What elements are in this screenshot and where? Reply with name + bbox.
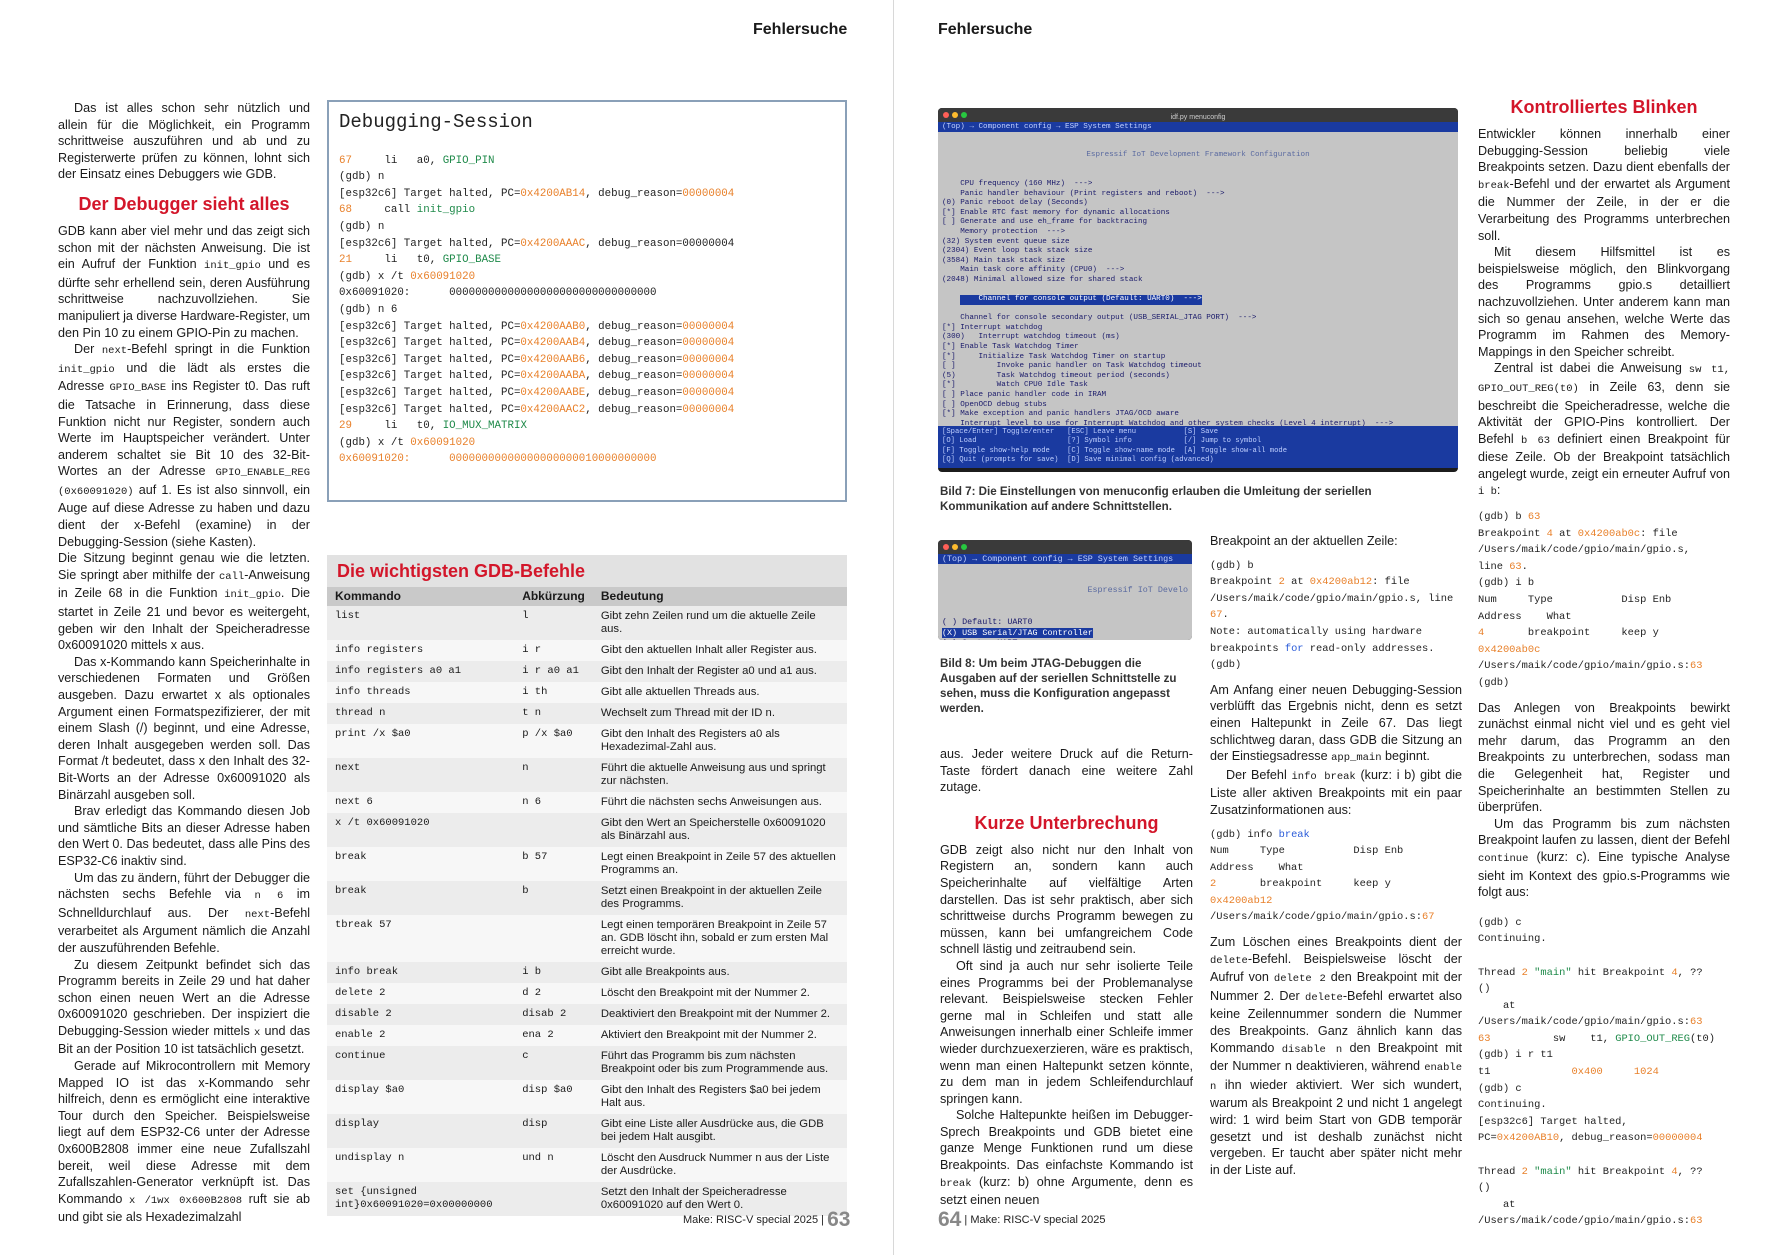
menu-selected-item: Channel for console output (Default: UART0) ---> bbox=[960, 295, 1202, 304]
menu-option-selected: (X) USB Serial/JTAG Controller bbox=[942, 627, 1093, 638]
table-cell: i r a0 a1 bbox=[522, 665, 579, 677]
code-line: (gdb) i r t1 bbox=[1478, 1049, 1553, 1062]
maximize-dot-icon bbox=[961, 544, 967, 550]
paragraph: Zentral ist dabei die Anweisung sw t1, GPIO_OUT_REG(t0) in Zeile 63, denn sie beschreibt die Speicheradresse, welche die Aktivität der GPIO-Pins kontrolliert. Der Befehl b 63 definiert einen Breakpoint für diese Zeile. Ob der Breakpoint tatsächlich angelegt wurde, zeigt ein erneuter Aufruf von i b: bbox=[1478, 361, 1730, 499]
table-cell: c bbox=[522, 1050, 529, 1062]
table-row bbox=[327, 792, 847, 813]
table-cell: break bbox=[335, 885, 367, 897]
table-row bbox=[327, 606, 847, 640]
code-line: 21 li t0, GPIO_BASE bbox=[339, 254, 502, 267]
code-line: Breakpoint 4 at 0x4200ab0c: file bbox=[1478, 527, 1678, 540]
table-cell: break bbox=[327, 847, 514, 881]
paragraph: Am Anfang einer neuen Debugging-Session verblüfft das Ergebnis nicht, denn es setzt einen Haltepunkt in Zeile 67. Das liegt schlichtweg daran, dass GDB die Sitzung an der Einstiegsadresse app_main beginnt. bbox=[1210, 682, 1462, 765]
code-line: [esp32c6] Target halted, PC=0x4200AABE, debug_reason=00000004 bbox=[339, 386, 735, 399]
table-row bbox=[327, 962, 847, 983]
menu-item: Channel for console secondary output (USB_SERIAL_JTAG PORT) ---> bbox=[942, 314, 1257, 323]
menu-footer-line: [O] Load [?] Symbol info [/] Jump to symbol bbox=[942, 437, 1262, 446]
table-cell: b bbox=[522, 885, 529, 897]
table-row bbox=[327, 703, 847, 724]
code-line: () bbox=[1478, 1182, 1491, 1195]
code-line: 2 breakpoint keep y bbox=[1210, 878, 1391, 891]
code-line: 68 call init_gpio bbox=[339, 204, 476, 217]
paragraph: Zu diesem Zeitpunkt befindet sich das Programm bereits in Zeile 29 und hat daher schon einen neuen Wert an die Adresse 0x60091020 geschrieben. Der inspiziert die Debugging-Session wieder mittels x und das Bit an der Position 10 ist tatsächlich gesetzt. bbox=[58, 957, 310, 1057]
code-line: 0x4200ab0c bbox=[1478, 643, 1541, 656]
table-cell: l bbox=[522, 610, 529, 622]
table-cell: i r bbox=[514, 640, 593, 661]
code-line: t1 0x400 1024 bbox=[1478, 1066, 1659, 1079]
menu-item: [*] Make exception and panic handlers JTAG/OCD aware bbox=[942, 410, 1179, 419]
table-row bbox=[327, 1148, 847, 1182]
menu-breadcrumb: (Top) → Component config → ESP System Settings bbox=[938, 122, 1458, 132]
table-cell: disp bbox=[522, 1118, 548, 1130]
table-row bbox=[327, 661, 847, 682]
code-line: Continuing. bbox=[1478, 933, 1547, 946]
code-line: Num Type Disp Enb bbox=[1478, 594, 1672, 607]
code-line: (gdb) b bbox=[1210, 559, 1254, 572]
menu-footer-line: [Q] Quit (prompts for save) [D] Save minimal config (advanced) bbox=[942, 456, 1214, 465]
gdb-commands-table-box bbox=[327, 555, 847, 1216]
code-line: () bbox=[1478, 983, 1491, 996]
paragraph: GDB kann aber viel mehr und das zeigt sich schon mit der nächsten Anweisung. Die ist ein Aufruf der Funktion init_gpio und es dürfte sehr erhellend sein, deren Ausführung schrittweise nachzuvollziehen. Sie manipuliert ja diverse Hardware-Register, um den Pin 10 zu einem GPIO-Pin zu machen. bbox=[58, 223, 310, 340]
table-row bbox=[327, 813, 847, 847]
menu-option bbox=[942, 638, 1188, 640]
console-channel-screenshot bbox=[938, 540, 1192, 640]
left-text-column bbox=[58, 100, 310, 1226]
table-cell: Führt das Programm bis zum nächsten Breakpoint oder bis zum Programmende aus. bbox=[600, 1050, 829, 1075]
code-line: [esp32c6] Target halted, PC=0x4200AABA, debug_reason=00000004 bbox=[339, 370, 735, 383]
code-line: (gdb) c bbox=[1478, 916, 1522, 929]
table-cell: x /t 0x60091020 bbox=[335, 817, 430, 829]
table-cell: info registers a0 a1 bbox=[335, 665, 462, 677]
menu-item: [*] Enable RTC fast memory for dynamic allocations bbox=[942, 208, 1170, 217]
caption-bild8: Bild 8: Um beim JTAG-Debuggen die Ausgaben auf der seriellen Schnittstelle zu sehen, muss die Konfiguration angepasst werden. bbox=[940, 657, 1177, 715]
table-cell: Gibt alle aktuellen Threads aus. bbox=[593, 682, 847, 703]
window-titlebar bbox=[938, 540, 1192, 554]
paragraph: aus. Jeder weitere Druck auf die Return-Taste fördert danach eine weitere Zahl zutage. bbox=[940, 747, 1193, 795]
menu-item: Memory protection ---> bbox=[942, 227, 1066, 236]
table-cell: Gibt zehn Zeilen rund um die aktuelle Zeile aus. bbox=[600, 610, 816, 635]
table-cell: i b bbox=[522, 966, 542, 978]
table-cell: undisplay n bbox=[327, 1148, 514, 1182]
table-cell bbox=[514, 813, 593, 847]
paragraph: Das x-Kommando kann Speicherinhalte in verschiedenen Formaten und Größen ausgeben. Dazu erwartet x als optionales Argument einen Formatspezifizierer, der mit einem Slash (/) beginnt, und eine Adresse, deren Inhalt ausgegeben werden soll. Das Format /t bedeutet, dass x den Inhalt des 32-Bit-Worts an der Adresse 0x60091020 als Binärzahl ausgeben soll. bbox=[58, 654, 310, 802]
code-line: /Users/maik/code/gpio/main/gpio.s:63 bbox=[1478, 660, 1703, 673]
code-line: (gdb) c bbox=[1478, 1082, 1522, 1095]
table-row bbox=[327, 640, 847, 661]
menu-body bbox=[938, 564, 1192, 640]
code-line: (gdb) info break bbox=[1210, 828, 1310, 841]
paragraph: Entwickler können innerhalb einer Debugging-Session beliebig viele Breakpoints setzen. Dazu dient ebenfalls der break-Befehl und der erwartet als Argument die Nummer der Zeile, in der er die Verarbeitung des Programms unterbrechen soll. bbox=[1478, 127, 1730, 243]
table-cell: t n bbox=[522, 707, 542, 719]
table-cell: Gibt den Inhalt der Register a0 und a1 aus. bbox=[600, 665, 817, 677]
table-cell: disable 2 bbox=[335, 1008, 392, 1020]
table-cell: Löscht den Breakpoint mit der Nummer 2. bbox=[593, 983, 847, 1004]
minimize-dot-icon bbox=[952, 544, 958, 550]
menu-item: (32) System event queue size bbox=[942, 237, 1070, 246]
menu-option: ( ) Default: UART0 bbox=[942, 616, 1033, 627]
code-line: Address What bbox=[1210, 861, 1304, 874]
intro-paragraph: Das ist alles schon sehr nützlich und allein für die Möglichkeit, ein Programm schrittweise auszuführen und ab und zu Registerwerte prüfen zu können, lohnt sich der Einsatz eines Debuggers wie GDB. bbox=[58, 101, 310, 182]
code-line: (gdb) i b bbox=[1478, 577, 1535, 590]
debugging-session-box bbox=[327, 100, 847, 502]
code-line: 0x60091020: 00000000000000000000010000000000 bbox=[339, 453, 657, 466]
caption-bild7: Bild 7: Die Einstellungen von menuconfig erlauben die Umleitung der seriellen Kommunikation auf andere Schnittstellen. bbox=[940, 485, 1372, 513]
table-cell: print /x $a0 bbox=[327, 724, 514, 758]
table-cell: n 6 bbox=[514, 792, 593, 813]
column-header: Abkürzung bbox=[514, 587, 593, 606]
table-cell: Wechselt zum Thread mit der ID n. bbox=[600, 707, 775, 719]
table-row bbox=[327, 1025, 847, 1046]
section-header-left: Fehlersuche bbox=[753, 21, 848, 38]
table-row bbox=[327, 682, 847, 703]
window-title: idf.py menuconfig bbox=[1170, 114, 1226, 121]
code-line: 67 li a0, GPIO_PIN bbox=[339, 154, 495, 167]
code-listing bbox=[1478, 915, 1730, 1230]
table-cell: disab 2 bbox=[522, 1008, 567, 1020]
page-gutter bbox=[893, 0, 894, 1255]
table-cell: Gibt den Inhalt des Registers a0 als Hexadezimal-Zahl aus. bbox=[593, 724, 847, 758]
code-line: at bbox=[1478, 1198, 1516, 1211]
table-cell: Legt einen temporären Breakpoint in Zeile 57 an. GDB löscht ihn, sobald er zum ersten Mal erreicht wurde. bbox=[593, 915, 847, 962]
code-line: (gdb) n bbox=[339, 220, 385, 233]
right-column-c bbox=[1478, 96, 1730, 1230]
code-line: [esp32c6] Target halted, PC=0x4200AAC2, debug_reason=00000004 bbox=[339, 403, 735, 416]
table-cell: n bbox=[522, 762, 529, 774]
table-row bbox=[327, 1046, 847, 1080]
table-cell: next 6 bbox=[327, 792, 514, 813]
menu-item: (3584) Main task stack size bbox=[942, 256, 1066, 265]
menu-item: [ ] OpenOCD debug stubs bbox=[942, 400, 1047, 409]
heading-kontrolliertes-blinken: Kontrolliertes Blinken bbox=[1510, 97, 1698, 117]
menu-item: Interrupt level to use for Interrupt Watchdog and other system checks (Level 4 interrupt) ---> bbox=[942, 419, 1394, 426]
code-line: /Users/maik/code/gpio/main/gpio.s:63 bbox=[1478, 1215, 1703, 1228]
table-cell: info break bbox=[335, 966, 399, 978]
code-line: Note: automatically using hardware bbox=[1210, 625, 1423, 638]
menu-item: [ ] Place panic handler code in IRAM bbox=[942, 391, 1107, 400]
table-cell: Löscht den Ausdruck Nummer n aus der Liste der Ausdrücke. bbox=[593, 1148, 847, 1182]
table-cell: info threads bbox=[327, 682, 514, 703]
table-cell: Führt die aktuelle Anweisung aus und springt zur nächsten. bbox=[600, 762, 826, 787]
table-cell: delete 2 bbox=[327, 983, 514, 1004]
code-line: (gdb) n bbox=[339, 171, 385, 184]
code-line: [esp32c6] Target halted, PC=0x4200AAB0, debug_reason=00000004 bbox=[339, 320, 735, 333]
right-column-a bbox=[940, 746, 1193, 1209]
paragraph: Zum Löschen eines Breakpoints dient der delete-Befehl. Beispielsweise löscht der Aufruf von delete 2 den Breakpoint mit der Nummer 2. Der delete-Befehl erwartet also keine Zeilennummer sondern die Nummer des Breakpoints. Ganz ähnlich kann das Kommando disable n den Breakpoint mit der Nummer n deaktivieren, während enable n ihn wieder aktiviert. Wer sich wundert, warum als Breakpoint 2 und nicht 1 angelegt wird: 1 wird beim Start von GDB temporär gesetzt und ist deshalb zunächst nicht vergeben. Er taucht aber später nicht mehr in der Liste auf. bbox=[1210, 935, 1462, 1177]
table-cell: i th bbox=[514, 682, 593, 703]
code-line: (gdb) x /t 0x60091020 bbox=[339, 270, 476, 283]
table-row bbox=[327, 915, 847, 962]
code-line: (gdb) x /t 0x60091020 bbox=[339, 436, 476, 449]
code-line: (gdb) bbox=[1478, 677, 1510, 689]
menu-body bbox=[938, 132, 1458, 426]
table-cell: Gibt alle Breakpoints aus. bbox=[600, 966, 730, 978]
paragraph: Mit diesem Hilfsmittel ist es beispielsweise möglich, den Blinkvorgang des Programms gpio.s detailliert nachzuvollziehen. Unter anderem kann man sich so genau ansehen, welche Werte das Programm im Rahmen des Memory-Mappings in den Speicher schreibt. bbox=[1478, 245, 1730, 359]
table-cell: enable 2 bbox=[327, 1025, 514, 1046]
table-cell: Deaktiviert den Breakpoint mit der Nummer 2. bbox=[600, 1008, 831, 1020]
table-row bbox=[327, 758, 847, 792]
code-line: 0x60091020: 00000000000000000000000000000000 bbox=[339, 287, 657, 300]
table-row bbox=[327, 1080, 847, 1114]
code-line: Thread 2 "main" hit Breakpoint 4, ?? bbox=[1478, 1165, 1703, 1178]
menu-item: (0) Panic reboot delay (Seconds) bbox=[942, 199, 1088, 208]
table-row bbox=[327, 724, 847, 758]
code-line: 63 sw t1, GPIO_OUT_REG(t0) bbox=[1478, 1032, 1715, 1045]
code-line: [esp32c6] Target halted, PC=0x4200AAB6, debug_reason=00000004 bbox=[339, 353, 735, 366]
table-cell bbox=[514, 1182, 593, 1216]
table-cell: list bbox=[335, 610, 361, 622]
menu-subtitle: Espressif IoT Development Framework Configuration bbox=[1086, 151, 1310, 160]
close-dot-icon bbox=[943, 544, 949, 550]
table-cell: display $a0 bbox=[327, 1080, 514, 1114]
table-cell: disp $a0 bbox=[514, 1080, 593, 1114]
paragraph: Um das zu ändern, führt der Debugger die nächsten sechs Befehle via n 6 im Schnelldurchlauf aus. Der next-Befehl verarbeitet als Argument nämlich die Anzahl der auszuführenden Befehle. bbox=[58, 870, 310, 955]
paragraph: Brav erledigt das Kommando diesen Job und sämtliche Bits an dieser Adresse haben den Wert 0. Das bedeutet, dass alle Pins des ESP32-C6 inaktiv sind. bbox=[58, 804, 310, 868]
paragraph: Der next-Befehl springt in die Funktion init_gpio und die lädt als erstes die Adresse GPIO_BASE ins Register t0. Das ruft die Tatsache in Erinnerung, dass diese Funktion nicht nur Register, sondern auch Werte im Hauptspeicher verändert. Unter anderem schaltet sie Bit 10 des 32-Bit-Wortes an der Adresse GPIO_ENABLE_REG (0x60091020) auf 1. Es ist also sinnvoll, ein Auge auf diese Adresse zu haben und dazu dient der x-Befehl (examine) in der Debugging-Session (siehe Kasten). bbox=[58, 342, 311, 549]
code-line: 4 breakpoint keep y bbox=[1478, 627, 1659, 640]
code-line: /Users/maik/code/gpio/main/gpio.s, line bbox=[1210, 592, 1454, 605]
table-cell: ena 2 bbox=[514, 1025, 593, 1046]
code-line: 29 li t0, IO_MUX_MATRIX bbox=[339, 420, 527, 433]
paragraph: Gerade auf Mikrocontrollern mit Memory Mapped IO ist das x-Kommando sehr hilfreich, denn es ermöglicht eine interaktive Tour durch den Speicher. Beispielsweise liegt auf dem ESP32-C6 unter der Adresse 0x600B2808 immer eine neue Zufallszahl bereit, weil diese Adresse mit dem Zufallszahlen-Generator verknüpft ist. Das Kommando x /1wx 0x600B2808 ruft sie ab und gibt sie als Hexadezimalzahl bbox=[58, 1059, 310, 1225]
column-header: Bedeutung bbox=[593, 587, 847, 606]
page-footer-right: 64 | Make: RISC-V special 2025 bbox=[938, 1208, 1106, 1231]
code-line: (gdb) bbox=[1210, 659, 1242, 672]
section-header-right: Fehlersuche bbox=[938, 21, 1033, 38]
menu-subtitle: Espressif IoT Develo bbox=[1087, 585, 1188, 596]
table-row bbox=[327, 1114, 847, 1148]
paragraph: Oft sind ja auch nur sehr isolierte Teile eines Programms bei der Problemanalyse relevant. Beispielsweise stecken Fehler gerne mal in Schleifen und statt alle Anweisungen innerhalb einer Schleife immer wieder durchzuexerzieren, wäre es praktisch, wenn man einen Haltepunkt setzen könnte, zu dem man in jedem Schleifendurchlauf springen kann. bbox=[940, 958, 1193, 1106]
menu-footer-line: [F] Toggle show-help mode [C] Toggle show-name mode [A] Toggle show-all mode bbox=[942, 446, 1288, 455]
table-row bbox=[327, 1182, 847, 1216]
table-cell: next bbox=[335, 762, 361, 774]
menu-breadcrumb: (Top) → Component config → ESP System Settings bbox=[938, 554, 1192, 564]
right-column-b bbox=[1210, 533, 1462, 1178]
table-row bbox=[327, 847, 847, 881]
paragraph: Um das Programm bis zum nächsten Breakpoint laufen zu lassen, dient der Befehl continue (kurz: c). Eine typische Analyse sieht im Kontext des gpio.s-Programms wie folgt aus: bbox=[1478, 816, 1730, 900]
code-line bbox=[1478, 948, 1730, 965]
table-cell: tbreak 57 bbox=[327, 915, 514, 962]
heading-kurze-unterbrechung: Kurze Unterbrechung bbox=[974, 812, 1159, 833]
code-line: 67. bbox=[1210, 609, 1229, 622]
window-titlebar bbox=[938, 108, 1458, 122]
table-cell: Setzt den Inhalt der Speicheradresse 0x60091020 auf den Wert 0. bbox=[600, 1186, 787, 1211]
paragraph: Das Anlegen von Breakpoints bewirkt zunächst einmal nicht viel und es geht viel mehr darum, das Programm an den Breakpoints zu unterbrechen, sodass man die Gelegenheit hat, Register und Speicherinhalte an bestimmten Stellen zu überprüfen. bbox=[1478, 700, 1730, 815]
table-cell: Gibt den aktuellen Inhalt aller Register aus. bbox=[593, 640, 847, 661]
menu-item: CPU frequency (160 MHz) ---> bbox=[942, 179, 1093, 188]
code-line: line 63. bbox=[1478, 560, 1528, 573]
gdb-table-title: Die wichtigsten GDB-Befehle bbox=[327, 555, 847, 587]
code-line: [esp32c6] Target halted, PC=0x4200AAB4, debug_reason=00000004 bbox=[339, 337, 735, 350]
code-line: 0x4200ab12 bbox=[1210, 894, 1273, 907]
code-line: Continuing. bbox=[1478, 1099, 1547, 1112]
page-footer-left: Make: RISC-V special 2025 | 63 bbox=[683, 1208, 851, 1231]
table-cell: info registers bbox=[327, 640, 514, 661]
code-line: [esp32c6] Target halted, bbox=[1478, 1115, 1628, 1128]
table-cell: Aktiviert den Breakpoint mit der Nummer 2. bbox=[593, 1025, 847, 1046]
table-cell: Legt einen Breakpoint in Zeile 57 des aktuellen Programms an. bbox=[593, 847, 847, 881]
table-cell: Gibt den Wert an Speicherstelle 0x60091020 als Binärzahl aus. bbox=[600, 817, 826, 842]
table-cell: display bbox=[335, 1118, 380, 1130]
code-line: Address What bbox=[1478, 610, 1572, 623]
code-line: [esp32c6] Target halted, PC=0x4200AAAC, debug_reason=00000004 bbox=[339, 237, 735, 250]
code-line: Breakpoint 2 at 0x4200ab12: file bbox=[1210, 576, 1410, 589]
code-line: [esp32c6] Target halted, PC=0x4200AB14, debug_reason=00000004 bbox=[339, 187, 735, 200]
menu-item: (5) Task Watchdog timeout period (seconds) bbox=[942, 371, 1170, 380]
paragraph: GDB zeigt also nicht nur den Inhalt von Registern an, sondern kann auch Speicherinhalte auf vielfältige Arten darstellen. Das ist sehr praktisch, aber sich schrittweise durchs Programm bewegen zu müssen, kann bei umfangreichem Code schnell lästig und zeitraubend sein. bbox=[940, 842, 1193, 957]
table-row bbox=[327, 881, 847, 915]
paragraph: Breakpoint an der aktuellen Zeile: bbox=[1210, 534, 1398, 548]
table-cell: set {unsigned int}0x60091020=0x00000000 bbox=[335, 1186, 493, 1211]
heading-debugger: Der Debugger sieht alles bbox=[78, 193, 290, 214]
code-line: (gdb) b 63 bbox=[1478, 511, 1541, 524]
table-cell: Gibt den Inhalt des Registers $a0 bei jedem Halt aus. bbox=[593, 1080, 847, 1114]
code-line bbox=[1478, 1147, 1730, 1164]
table-cell: Führt die nächsten sechs Anweisungen aus. bbox=[593, 792, 847, 813]
code-line: breakpoints for read-only addresses. bbox=[1210, 642, 1435, 655]
debugging-session-title: Debugging-Session bbox=[339, 111, 533, 133]
code-line: /Users/maik/code/gpio/main/gpio.s:63 bbox=[1478, 1016, 1703, 1029]
table-cell: b 57 bbox=[514, 847, 593, 881]
paragraph: Der Befehl info break (kurz: i b) gibt die Liste aller aktiven Breakpoints mit ein paar Zusatzinformationen aus: bbox=[1210, 767, 1463, 817]
table-row bbox=[327, 1004, 847, 1025]
table-cell: thread n bbox=[335, 707, 386, 719]
table-row bbox=[327, 983, 847, 1004]
table-cell: p /x $a0 bbox=[514, 724, 593, 758]
menu-item: [ ] Generate and use eh_frame for backtracing bbox=[942, 218, 1148, 227]
menu-item: [*] Watch CPU0 Idle Task bbox=[942, 381, 1088, 390]
menu-footer bbox=[938, 426, 1458, 468]
menu-item: (2304) Event loop task stack size bbox=[942, 247, 1093, 256]
paragraph: Solche Haltepunkte heißen im Debugger-Sprech Breakpoints und GDB bietet eine ganze Menge Funktionen rund um diese Breakpoints. Das einfachste Kommando ist break (kurz: b) ohne Argumente, denn es setzt einen neuen bbox=[940, 1108, 1193, 1208]
code-line: (gdb) n 6 bbox=[339, 303, 398, 316]
menu-item: [*] Interrupt watchdog bbox=[942, 323, 1043, 332]
page-number: 64 bbox=[938, 1208, 962, 1231]
menuconfig-screenshot bbox=[938, 108, 1458, 472]
code-listing bbox=[1210, 827, 1462, 927]
table-cell: Setzt einen Breakpoint in der aktuellen Zeile des Programms. bbox=[600, 885, 822, 910]
menu-item: [ ] Invoke panic handler on Task Watchdog timeout bbox=[942, 362, 1202, 371]
paragraph: Die Sitzung beginnt genau wie die letzten. Sie springt aber mithilfe der call-Anweisung in Zeile 68 in die Funktion init_gpio. Die startet in Zeile 21 und bevor es weitergeht, geben wir den Inhalt der Speicheradresse 0x60091020 mittels x aus. bbox=[58, 551, 310, 653]
table-cell: continue bbox=[335, 1050, 386, 1062]
menu-item: Panic handler behaviour (Print registers and reboot) ---> bbox=[942, 189, 1225, 198]
table-cell: Gibt eine Liste aller Ausdrücke aus, die GDB bei jedem Halt ausgibt. bbox=[600, 1118, 824, 1143]
code-listing bbox=[1478, 509, 1730, 692]
column-header: Kommando bbox=[327, 587, 514, 606]
code-line: Thread 2 "main" hit Breakpoint 4, ?? bbox=[1478, 966, 1703, 979]
code-line: /Users/maik/code/gpio/main/gpio.s:67 bbox=[1210, 911, 1435, 924]
gdb-commands-table bbox=[327, 587, 847, 1216]
code-listing bbox=[1210, 558, 1462, 674]
menu-item: Main task core affinity (CPU0) ---> bbox=[942, 266, 1125, 275]
code-line: at bbox=[1478, 999, 1516, 1012]
table-cell: d 2 bbox=[514, 983, 593, 1004]
code-line: /Users/maik/code/gpio/main/gpio.s, bbox=[1478, 544, 1691, 557]
table-cell bbox=[514, 915, 593, 962]
menu-item: (300) Interrupt watchdog timeout (ms) bbox=[942, 333, 1120, 342]
menu-item: [*] Enable Task Watchdog Timer bbox=[942, 343, 1079, 352]
code-line: PC=0x4200AB10, debug_reason=00000004 bbox=[1478, 1132, 1703, 1145]
debugging-session-code bbox=[339, 153, 835, 468]
table-cell: und n bbox=[514, 1148, 593, 1182]
menu-item: (2048) Minimal allowed size for shared stack bbox=[942, 275, 1143, 284]
code-line: Num Type Disp Enb bbox=[1210, 845, 1404, 858]
page-number: 63 bbox=[827, 1208, 851, 1231]
menu-item: [*] Initialize Task Watchdog Timer on startup bbox=[942, 352, 1166, 361]
menu-footer-line: [Space/Enter] Toggle/enter [ESC] Leave menu [S] Save bbox=[942, 428, 1219, 436]
